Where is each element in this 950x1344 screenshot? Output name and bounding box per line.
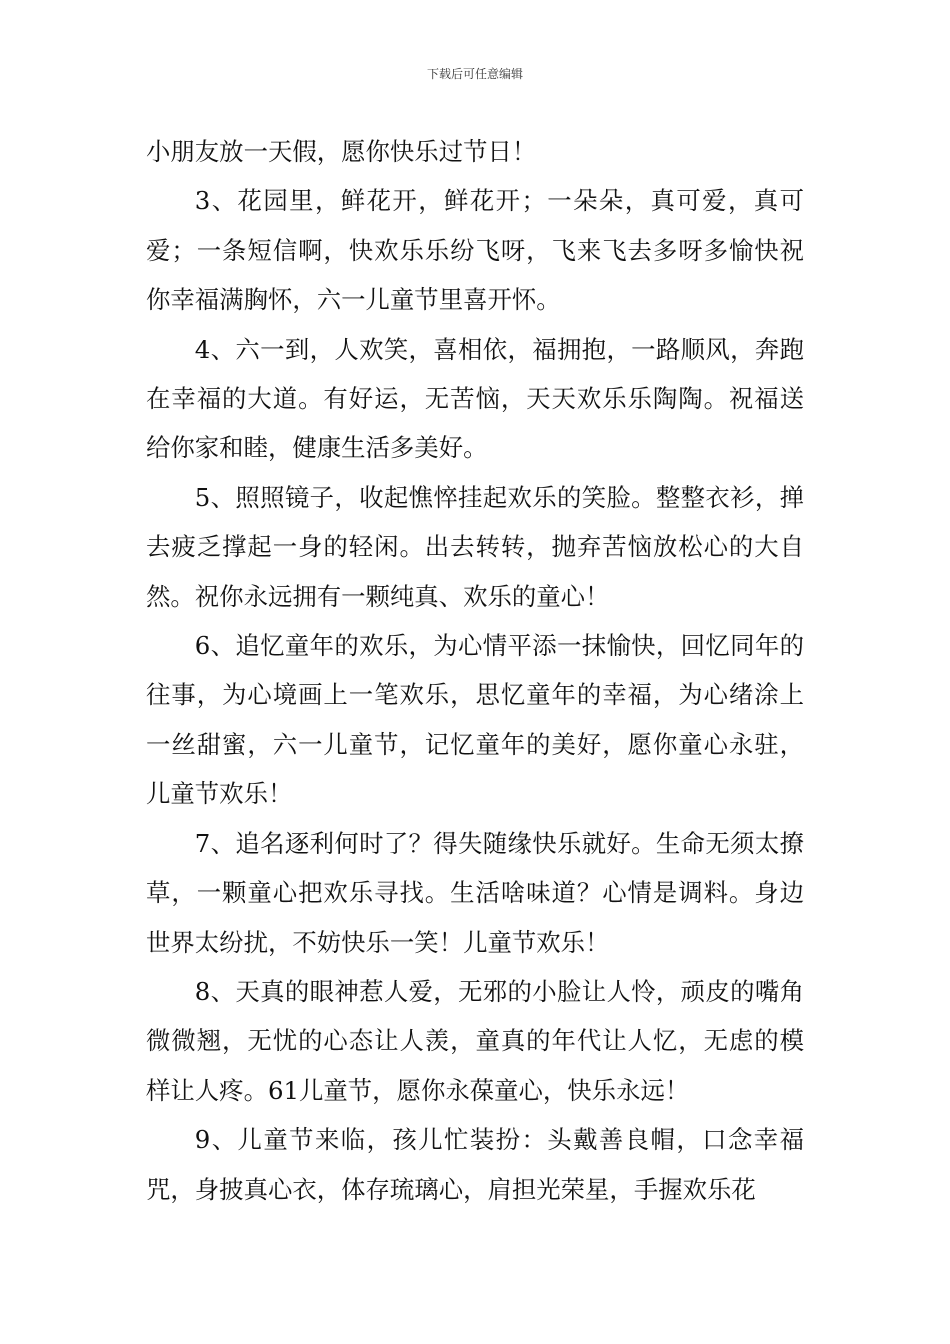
page-header: 下载后可任意编辑 <box>426 67 523 81</box>
paragraph-item-4: 4、六一到，人欢笑，喜相依，福拥抱，一路顺风，奔跑在幸福的大道。有好运，无苦恼，天天欢乐乐陶陶。祝福送给你家和睦，健康生活多美好。 <box>146 334 804 463</box>
paragraph-item-9: 9、儿童节来临，孩儿忙装扮：头戴善良帽，口念幸福咒，身披真心衣，体存琉璃心，肩担光荣星，手握欢乐花 <box>146 1125 804 1204</box>
paragraph-item-8: 8、天真的眼神惹人爱，无邪的小脸让人怜，顽皮的嘴角微微翘，无忧的心态让人羡，童真的年代让人忆，无虑的模样让人疼。61儿童节，愿你永葆童心，快乐永远！ <box>146 976 804 1105</box>
paragraph-item-7: 7、追名逐利何时了？得失随缘快乐就好。生命无须太撩草，一颗童心把欢乐寻找。生活啥味道？心情是调料。身边世界太纷扰，不妨快乐一笑！儿童节欢乐！ <box>146 828 804 957</box>
paragraph-item-5: 5、照照镜子，收起憔悴挂起欢乐的笑脸。整整衣衫，掸去疲乏撑起一身的轻闲。出去转转，抛弃苦恼放松心的大自然。祝你永远拥有一颗纯真、欢乐的童心！ <box>146 482 804 611</box>
document-body <box>146 127 804 1214</box>
paragraph-item-6: 6、追忆童年的欢乐，为心情平添一抹愉快，回忆同年的往事，为心境画上一笔欢乐，思忆童年的幸福，为心绪涂上一丝甜蜜，六一儿童节，记忆童年的美好，愿你童心永驻，儿童节欢乐！ <box>146 631 804 809</box>
paragraph-item-3: 3、花园里，鲜花开，鲜花开；一朵朵，真可爱，真可爱；一条短信啊，快欢乐乐纷飞呀，飞来飞去多呀多愉快祝你幸福满胸怀，六一儿童节里喜开怀。 <box>146 186 804 315</box>
paragraph-continuation: 小朋友放一天假，愿你快乐过节日！ <box>146 137 537 166</box>
